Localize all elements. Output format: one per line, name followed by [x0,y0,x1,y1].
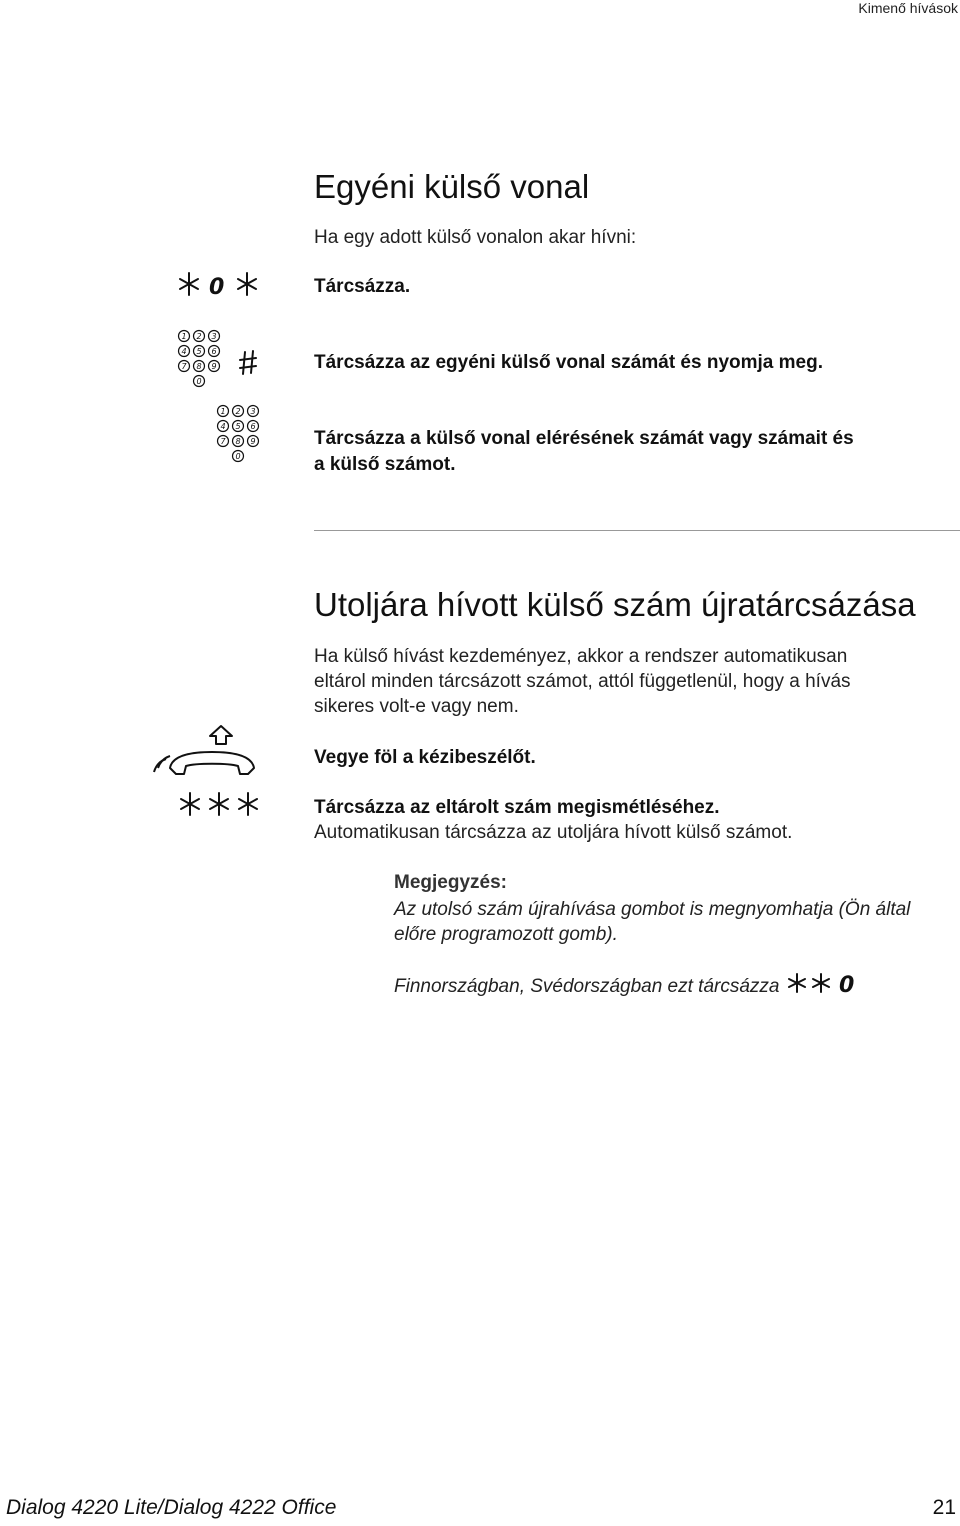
keypad-key-digit: 4 [181,347,187,356]
redial-intro-line1: Ha külső hívást kezdeményez, akkor a rendszer automatikusan [314,646,848,667]
step-dial-access-code-line1: Tárcsázza a külső vonal elérésének számát vagy számait és [314,428,854,449]
keypad-key-digit: 2 [196,332,202,341]
keypad-key-digit: 0 [235,452,241,461]
keypad-key-digit: 7 [181,362,187,371]
footer-page-number: 21 [932,1496,956,1519]
note-line1: Az utolsó szám újrahívása gombot is megnyomhatja (Ön által [394,899,911,920]
keypad-key-digit: 6 [250,422,256,431]
note-title: Megjegyzés: [394,872,507,893]
star-zero-star-key-icon [178,268,262,302]
keypad-key-digit: 9 [211,362,217,371]
keypad-key-digit: 5 [196,347,202,356]
section-title-redial: Utoljára hívott külső szám újratárcsázása [314,586,916,623]
step-dial-access-code-line2: a külső számot. [314,454,456,475]
key-zero-note: 0 [838,973,855,996]
redial-intro-line2: eltárol minden tárcsázott számot, attól függetlenül, hogy a hívás [314,671,851,692]
keypad-key-digit: 3 [211,332,217,341]
section-divider [314,530,960,531]
footer-product: Dialog 4220 Lite/Dialog 4222 Office [6,1496,337,1519]
star-star-zero-key-icon [785,972,871,996]
handset-off-hook-icon [150,718,262,776]
keypad-key-digit: 9 [250,437,256,446]
step-dial-line-number: Tárcsázza az egyéni külső vonal számát és nyomja meg. [314,352,823,373]
chapter-header: Kimenő hívások [858,0,958,16]
keypad-key-digit: 0 [196,377,202,386]
keypad-key-digit: 7 [220,437,226,446]
keypad-hash-icon [176,328,268,394]
keypad-key-digit: 4 [220,422,226,431]
section-intro: Ha egy adott külső vonalon akar hívni: [314,227,637,248]
keypad-key-digit: 1 [220,407,226,416]
keypad-key-digit: 1 [181,332,187,341]
step-dial: Tárcsázza. [314,276,411,297]
note-line2: előre programozott gomb). [394,924,618,945]
step-lift-handset: Vegye föl a kézibeszélőt. [314,747,536,768]
note-line3-text: Finnországban, Svédországban ezt tárcsázza [394,976,780,997]
star-star-star-key-icon [178,789,262,821]
section-title-individual-line: Egyéni külső vonal [314,168,590,205]
keypad-key-digit: 2 [235,407,241,416]
keypad-key-digit: 5 [235,422,241,431]
redial-detail: Automatikusan tárcsázza az utoljára hívott külső számot. [314,822,793,843]
keypad-key-digit: 8 [196,362,202,371]
redial-intro-line3: sikeres volt-e vagy nem. [314,696,519,717]
note-line3 [394,972,871,999]
key-zero: 0 [209,275,225,300]
keypad-key-digit: 3 [250,407,256,416]
keypad-icon [215,403,265,469]
keypad-key-digit: 8 [235,437,241,446]
keypad-key-digit: 6 [211,347,217,356]
step-redial: Tárcsázza az eltárolt szám megismétléséhez. [314,797,720,818]
